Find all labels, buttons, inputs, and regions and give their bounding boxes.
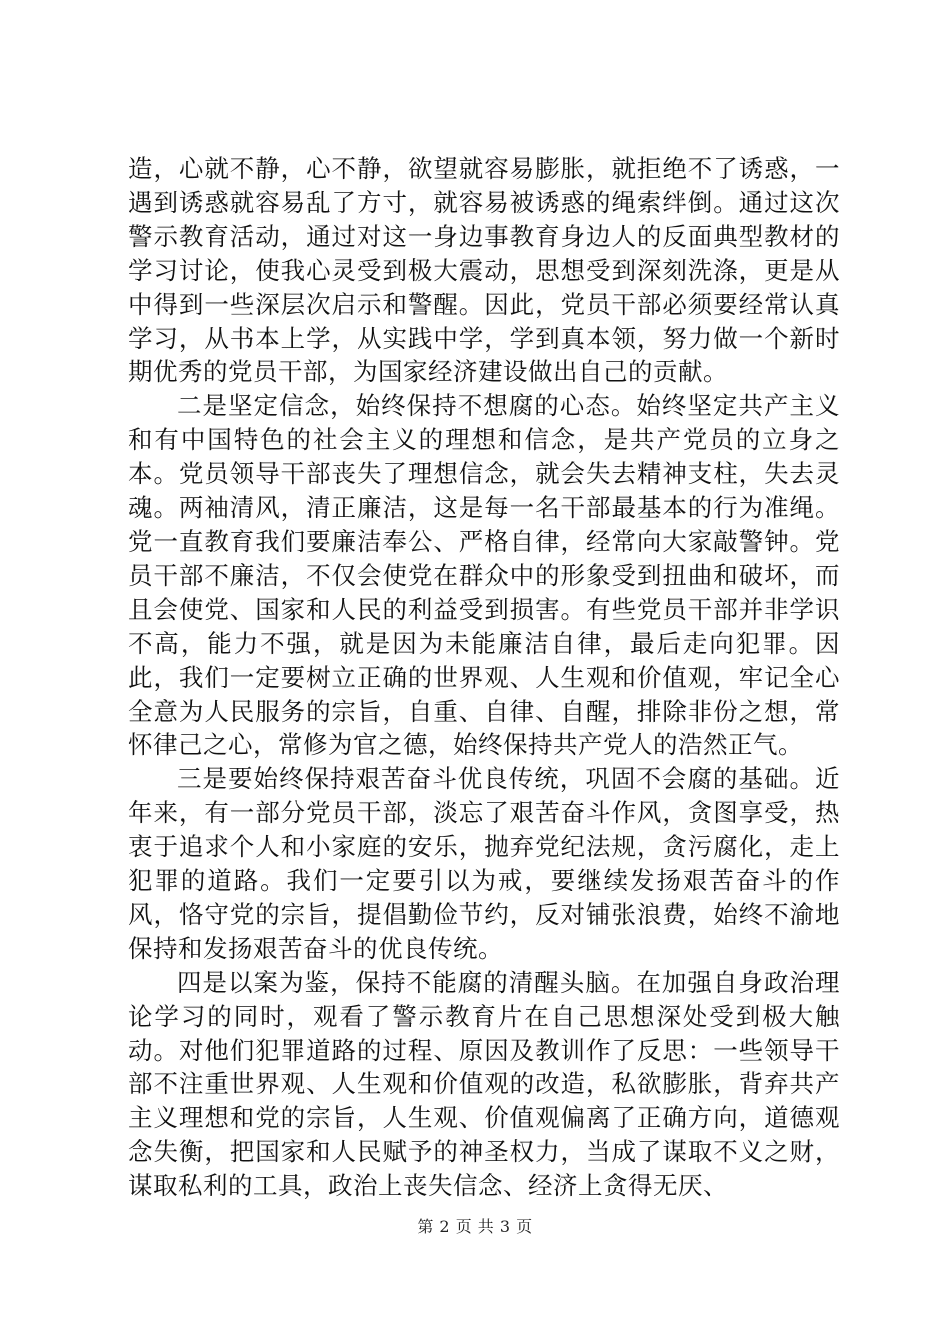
- paragraph-point-four: 四是以案为鉴，保持不能腐的清醒头脑。在加强自身政治理论学习的同时，观看了警示教育片在自己思想深处受到极大触动。对他们犯罪道路的过程、原因及教训作了反思：一些领导干部不注重世界观、人生观和价值观的改造，私欲膨胀，背弃共产主义理想和党的宗旨，人生观、价值观偏离了正确方向，道德观念失衡，把国家和人民赋予的神圣权力，当成了谋取不义之财，谋取私利的工具，政治上丧失信念、经济上贪得无厌、: [128, 967, 840, 1201]
- paragraph-continuation: 造，心就不静，心不静，欲望就容易膨胀，就拒绝不了诱惑，一遇到诱惑就容易乱了方寸，就容易被诱惑的绳索绊倒。通过这次警示教育活动，通过对这一身边事教育身边人的反面典型教材的学习讨论，使我心灵受到极大震动，思想受到深刻洗涤，更是从中得到一些深层次启示和警醒。因此，党员干部必须要经常认真学习，从书本上学，从实践中学，学到真本领，努力做一个新时期优秀的党员干部，为国家经济建设做出自己的贡献。: [128, 154, 840, 387]
- document-body: [128, 152, 840, 1203]
- page-number-footer: 第 2 页 共 3 页: [417, 1217, 533, 1236]
- paragraph-point-three: 三是要始终保持艰苦奋斗优良传统，巩固不会腐的基础。近年来，有一部分党员干部，淡忘了艰苦奋斗作风，贪图享受，热衷于追求个人和小家庭的安乐，抛弃党纪法规，贪污腐化，走上犯罪的道路。我们一定要引以为戒，要继续发扬艰苦奋斗的作风，恪守党的宗旨，提倡勤俭节约，反对铺张浪费，始终不渝地保持和发扬艰苦奋斗的优良传统。: [128, 764, 840, 963]
- paragraph-point-two: 二是坚定信念，始终保持不想腐的心态。始终坚定共产主义和有中国特色的社会主义的理想和信念，是共产党员的立身之本。党员领导干部丧失了理想信念，就会失去精神支柱，失去灵魂。两袖清风，清正廉洁，这是每一名干部最基本的行为准绳。党一直教育我们要廉洁奉公、严格自律，经常向大家敲警钟。党员干部不廉洁，不仅会使党在群众中的形象受到扭曲和破坏，而且会使党、国家和人民的利益受到损害。有些党员干部并非学识不高，能力不强，就是因为未能廉洁自律，最后走向犯罪。因此，我们一定要树立正确的世界观、人生观和价值观，牢记全心全意为人民服务的宗旨，自重、自律、自醒，排除非份之想，常怀律己之心，常修为官之德，始终保持共产党人的浩然正气。: [128, 391, 840, 760]
